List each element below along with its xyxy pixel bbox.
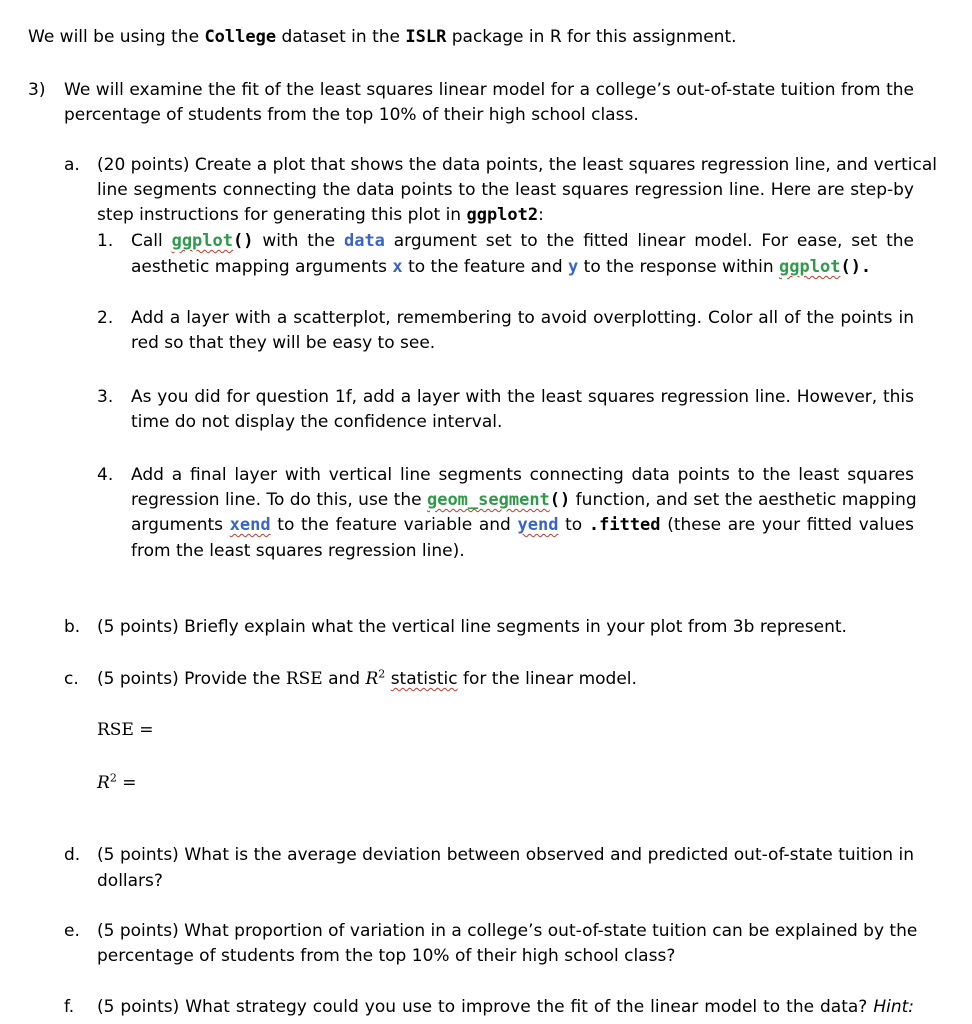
part-f-question: (5 points) What strategy could you use to improve the fit of the linear model to the data?: [97, 997, 874, 1017]
intro-text-3: package in R for this assignment.: [446, 27, 737, 47]
step-1-text: Call: [131, 231, 172, 251]
question-line-2: percentage of students from the top 10% of their high school class.: [64, 105, 639, 125]
parens-code-2: ().: [840, 257, 872, 277]
step-3-number: 3.: [97, 387, 114, 407]
statistic-word: statistic: [390, 669, 458, 689]
x-arg-code: x: [392, 257, 403, 277]
colon-text: :: [538, 205, 544, 225]
y-arg-code: y: [568, 257, 579, 277]
part-d-label: d.: [64, 845, 81, 865]
step-4-text-4: to the feature variable and: [270, 515, 518, 535]
r-symbol: R: [365, 669, 379, 689]
ggplot-code-2: ggplot: [779, 257, 841, 277]
step-4-text-6: (these are your fitted values: [660, 515, 915, 535]
r2-answer-line: [97, 771, 136, 796]
rse-symbol: RSE: [285, 669, 323, 689]
dataset-name: College: [204, 27, 277, 47]
part-e-line-2: percentage of students from the top 10% of their high school class?: [97, 946, 676, 966]
step-3-line-2: time do not display the confidence interval.: [131, 412, 503, 432]
part-a-label: a.: [64, 155, 80, 175]
intro-text-2: dataset in the: [276, 27, 406, 47]
part-b-text: (5 points) Briefly explain what the vertical line segments in your plot from 3b represent.: [97, 617, 847, 637]
part-f-text: [97, 995, 914, 1020]
step-1-text-5: to the feature and: [402, 257, 569, 277]
step-1-line-1: [131, 229, 914, 254]
step-4-line-3: [131, 513, 914, 538]
step-1-text-2: with the: [253, 231, 344, 251]
ggplot2-code: ggplot2: [466, 205, 539, 225]
r2-equals: =: [116, 773, 137, 793]
step-4-text-3: arguments: [131, 515, 230, 535]
part-c-label: c.: [64, 669, 79, 689]
step-1-number: 1.: [97, 231, 114, 251]
step-4-line-4: from the least squares regression line).: [131, 541, 465, 561]
step-2-line-1: Add a layer with a scatterplot, remembering to avoid overplotting. Color all of the points in: [131, 308, 914, 328]
step-4-number: 4.: [97, 465, 114, 485]
step-1-text-6: to the response within: [578, 257, 780, 277]
step-1-line-2: [131, 255, 871, 280]
step-2-number: 2.: [97, 308, 114, 328]
part-d-line-2: dollars?: [97, 871, 163, 891]
ggplot-code: ggplot: [171, 231, 233, 251]
step-4-text: regression line. To do this, use the: [131, 490, 427, 510]
part-d-line-1: (5 points) What is the average deviation between observed and predicted out-of-state tuition in: [97, 845, 914, 865]
parens-code: (): [233, 231, 254, 251]
part-e-label: e.: [64, 921, 80, 941]
fitted-code: .fitted: [588, 515, 661, 535]
part-c-text-2: and: [322, 669, 366, 689]
step-4-line-2: [131, 488, 917, 513]
rse-answer-line: RSE =: [97, 720, 154, 740]
r2-symbol: R: [97, 773, 110, 793]
step-3-line-1: As you did for question 1f, add a layer with the least squares regression line. However, this: [131, 387, 914, 407]
r-superscript: 2: [378, 667, 386, 681]
part-c-text-3: for the linear model.: [457, 669, 637, 689]
parens-code-3: (): [549, 490, 571, 510]
part-e-line-1: (5 points) What proportion of variation in a college’s out-of-state tuition can be explained by the: [97, 921, 918, 941]
step-4-text-2: function, and set the aesthetic mapping: [570, 490, 917, 510]
part-c-text: [97, 667, 637, 692]
package-name: ISLR: [405, 27, 447, 47]
part-a-line-1: (20 points) Create a plot that shows the data points, the least squares regression line, and vertical: [97, 155, 937, 175]
question-number: 3): [28, 80, 46, 100]
yend-code: yend: [517, 515, 559, 535]
hint-label: Hint:: [873, 997, 914, 1017]
geom-segment-code: geom_segment: [426, 490, 550, 510]
part-a-text: step instructions for generating this plot in: [97, 205, 467, 225]
part-f-label: f.: [64, 997, 75, 1017]
part-c-text-1: (5 points) Provide the: [97, 669, 286, 689]
intro-line: [28, 25, 737, 50]
part-a-line-2: line segments connecting the data points to the least squares regression line. Here are step-by: [97, 180, 914, 200]
part-a-line-3: [97, 203, 544, 228]
step-4-text-5: to: [558, 515, 589, 535]
step-4-line-1: Add a final layer with vertical line segments connecting data points to the least squares: [131, 465, 914, 485]
step-1-text-4: aesthetic mapping arguments: [131, 257, 393, 277]
r2-superscript: 2: [109, 771, 117, 785]
intro-text: We will be using the: [28, 27, 205, 47]
step-1-text-3: argument set to the fitted linear model. For ease, set the: [384, 231, 914, 251]
xend-code: xend: [229, 515, 271, 535]
question-line-1: We will examine the fit of the least squares linear model for a college’s out-of-state tuition from the: [64, 80, 914, 100]
part-b-label: b.: [64, 617, 81, 637]
step-2-line-2: red so that they will be easy to see.: [131, 333, 436, 353]
data-arg-code: data: [343, 231, 385, 251]
